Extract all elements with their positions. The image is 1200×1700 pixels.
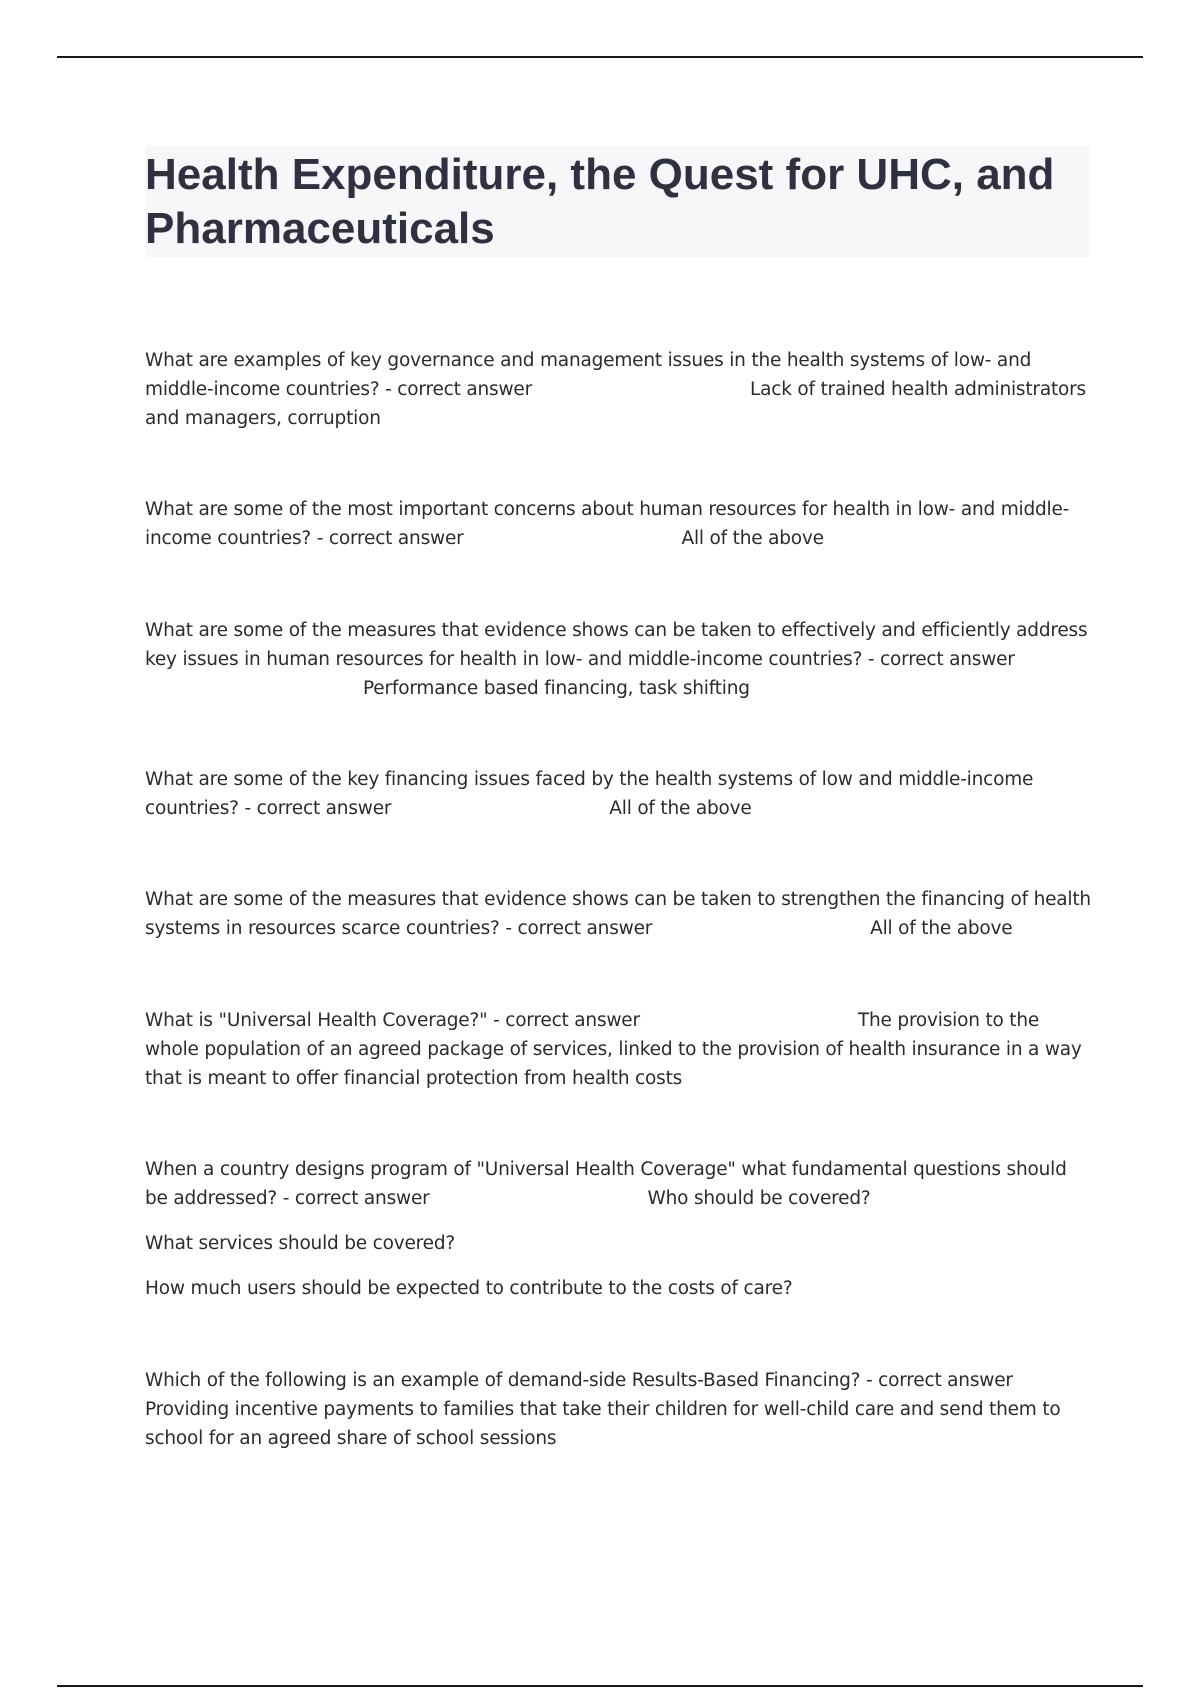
answer-continuation: How much users should be expected to contribute to the costs of care? [145, 1278, 793, 1299]
answer-continuation: What services should be covered? [145, 1233, 456, 1254]
qa-item-3 [145, 616, 1095, 703]
question-text: What are examples of key governance and management issues in the health systems of low- and middle-income countries? - correct answer [145, 350, 1032, 400]
question-text: What are some of the most important concerns about human resources for health in low- and middle-income countries? - correct answer [145, 499, 1070, 549]
title-block [145, 145, 1089, 257]
qa-item-4 [145, 765, 1095, 823]
answer-text: All of the above [609, 798, 752, 819]
qa-item-8 [145, 1366, 1095, 1453]
question-text: What are some of the measures that evidence shows can be taken to strengthen the financing of health systems in resources scarce countries? - correct answer [145, 889, 1091, 939]
answer-text: Who should be covered? [647, 1188, 871, 1209]
qa-item-1 [145, 346, 1095, 433]
document-title: Health Expenditure, the Quest for UHC, and Pharmaceuticals [145, 150, 1055, 253]
answer-text: Performance based financing, task shifting [363, 678, 750, 699]
qa-item-2 [145, 495, 1095, 553]
answer-text: Lack of trained health administrators and managers, corruption [145, 379, 1086, 429]
qa-item-7 [145, 1155, 1095, 1303]
question-text: What are some of the key financing issues faced by the health systems of low and middle-income countries? - correct answer [145, 769, 1034, 819]
answer-text: The provision to the whole population of an agreed package of services, linked to the provision of health insurance in a way that is meant to offer financial protection from health costs [145, 1010, 1082, 1089]
answer-text: All of the above [681, 528, 824, 549]
answer-text: Providing incentive payments to families that take their children for well-child care and send them to school for an agreed share of school sessions [145, 1399, 1061, 1449]
bottom-rule [57, 1685, 1143, 1687]
top-rule [57, 56, 1143, 58]
question-text: What are some of the measures that evidence shows can be taken to effectively and efficiently address key issues in human resources for health in low- and middle-income countries? - correct answer [145, 620, 1088, 670]
qa-item-5 [145, 885, 1095, 943]
question-text: Which of the following is an example of demand-side Results-Based Financing? - correct answer [145, 1370, 1013, 1391]
qa-item-6 [145, 1006, 1095, 1093]
question-text: When a country designs program of "Universal Health Coverage" what fundamental questions should be addressed? - correct answer [145, 1159, 1067, 1209]
question-text: What is "Universal Health Coverage?" - correct answer [145, 1010, 640, 1031]
answer-text: All of the above [870, 918, 1013, 939]
